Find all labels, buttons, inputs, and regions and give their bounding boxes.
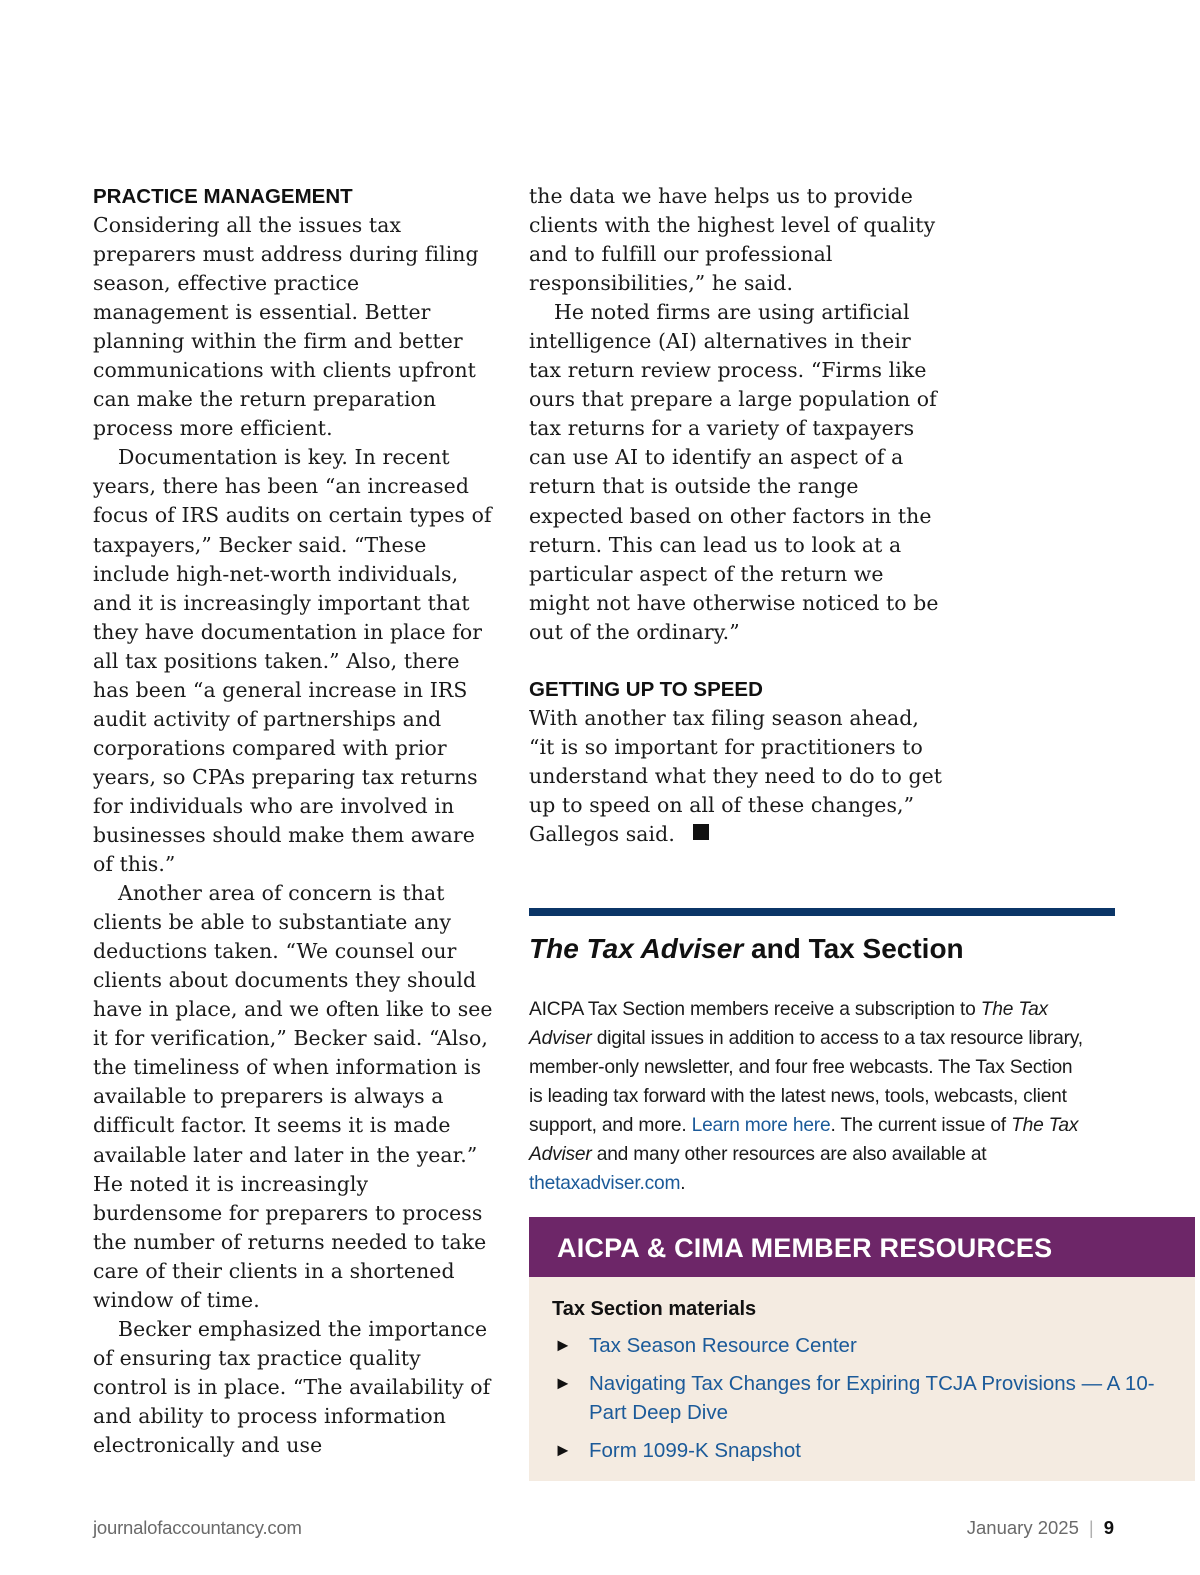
triangle-bullet-icon: ►	[554, 1335, 572, 1355]
footer-separator: |	[1088, 1517, 1094, 1538]
footer-site: journalofaccountancy.com	[93, 1517, 302, 1538]
resource-link-tcja-deep-dive[interactable]: Navigating Tax Changes for Expiring TCJA Provisions — A 10-Part Deep Dive	[589, 1372, 1155, 1424]
paragraph: Another area of concern is that clients be able to substantiate any deductions taken. “We counsel our clients about documents they should have in place, and we often like to see it for verification,” Becker said. “Also, the timeliness of when information is available to preparers is always a difficult factor. It seems it is made available later and later in the year.” He noted it is increasingly burdensome for preparers to process the number of returns needed to take care of their clients in a shortened window of time.	[93, 881, 493, 1312]
resource-list	[552, 1331, 1172, 1474]
member-resources-box	[529, 1217, 1195, 1481]
resource-item[interactable]	[552, 1436, 1172, 1465]
sidebar-title-italic: The Tax Adviser	[529, 933, 744, 964]
paragraph: He noted firms are using artificial intelligence (AI) alternatives in their tax return review process. “Firms like ours that prepare a large population of tax returns for a variety of taxpayers can use AI to identify an aspect of a return that is outside the range expected based on other factors in the return. This can lead us to look at a particular aspect of the return we might not have otherwise noticed to be out of the ordinary.”	[529, 300, 939, 644]
resource-link-tax-season-resource-center[interactable]: Tax Season Resource Center	[589, 1334, 857, 1357]
sidebar-text: and many other resources are also available at	[591, 1144, 987, 1165]
paragraph: Documentation is key. In recent years, there has been “an increased focus of IRS audits on certain types of taxpayers,” Becker said. “These include high-net-worth individuals, and it is increasingly important that they have documentation in place for all tax positions taken.” Also, there has been “a general increase in IRS audit activity of partnerships and corporations compared with prior years, so CPAs preparing tax returns for individuals who are involved in businesses should make them aware of this.”	[93, 445, 492, 877]
closing-paragraph	[529, 704, 949, 849]
paragraph: Considering all the issues tax preparers must address during filing season, effective practice management is essential. Better planning within the firm and better communications with clients upfront can make the return preparation process more efficient.	[93, 213, 479, 441]
sidebar-text: .	[680, 1173, 686, 1194]
left-column	[93, 182, 498, 1460]
end-of-article-mark	[693, 824, 709, 840]
right-column	[529, 182, 949, 849]
sidebar-text: AICPA Tax Section members receive a subscription to	[529, 999, 981, 1020]
paragraph: the data we have helps us to provide clients with the highest level of quality and to fulfill our professional responsibilities,” he said.	[529, 184, 936, 296]
paragraph: Becker emphasized the importance of ensuring tax practice quality control is in place. “The availability of and ability to process information electronically and use	[93, 1316, 491, 1457]
resource-item[interactable]	[552, 1369, 1172, 1427]
section-heading-getting-up-to-speed: GETTING UP TO SPEED	[529, 677, 763, 701]
sidebar-divider-rule	[529, 908, 1115, 916]
tax-section-materials-heading: Tax Section materials	[552, 1298, 757, 1320]
sidebar-text: . The current issue of	[830, 1115, 1012, 1136]
resource-link-form-1099k-snapshot[interactable]: Form 1099-K Snapshot	[589, 1439, 801, 1462]
publication-name: The Tax Adviser	[529, 999, 1048, 1049]
publication-name: The Tax Adviser	[529, 1115, 1079, 1165]
sidebar-title-rest: and Tax Section	[743, 933, 964, 964]
sidebar-body	[529, 995, 1089, 1198]
footer-date: January 2025	[966, 1517, 1079, 1538]
learn-more-link[interactable]: Learn more here	[691, 1115, 831, 1136]
footer-page-info	[967, 1517, 1114, 1539]
triangle-bullet-icon: ►	[554, 1440, 572, 1460]
triangle-bullet-icon: ►	[554, 1373, 572, 1393]
closing-text: With another tax filing season ahead, “it is so important for practitioners to understand what they need to do to get up to speed on all of these changes,” Gallegos said.	[529, 705, 943, 846]
thetaxadviser-link[interactable]: thetaxadviser.com	[529, 1173, 681, 1194]
member-resources-header: AICPA & CIMA MEMBER RESOURCES	[529, 1217, 1195, 1277]
sidebar-title	[529, 929, 1129, 969]
section-heading-practice-management: PRACTICE MANAGEMENT	[93, 185, 353, 208]
resource-item[interactable]	[552, 1331, 1172, 1360]
page-number: 9	[1103, 1517, 1114, 1538]
sidebar-text: digital issues in addition to access to a tax resource library, member-only newsletter, and four free webcasts. The Tax Section is leading tax forward with the latest news, tools, webcasts, client support, and more.	[529, 1028, 1083, 1136]
